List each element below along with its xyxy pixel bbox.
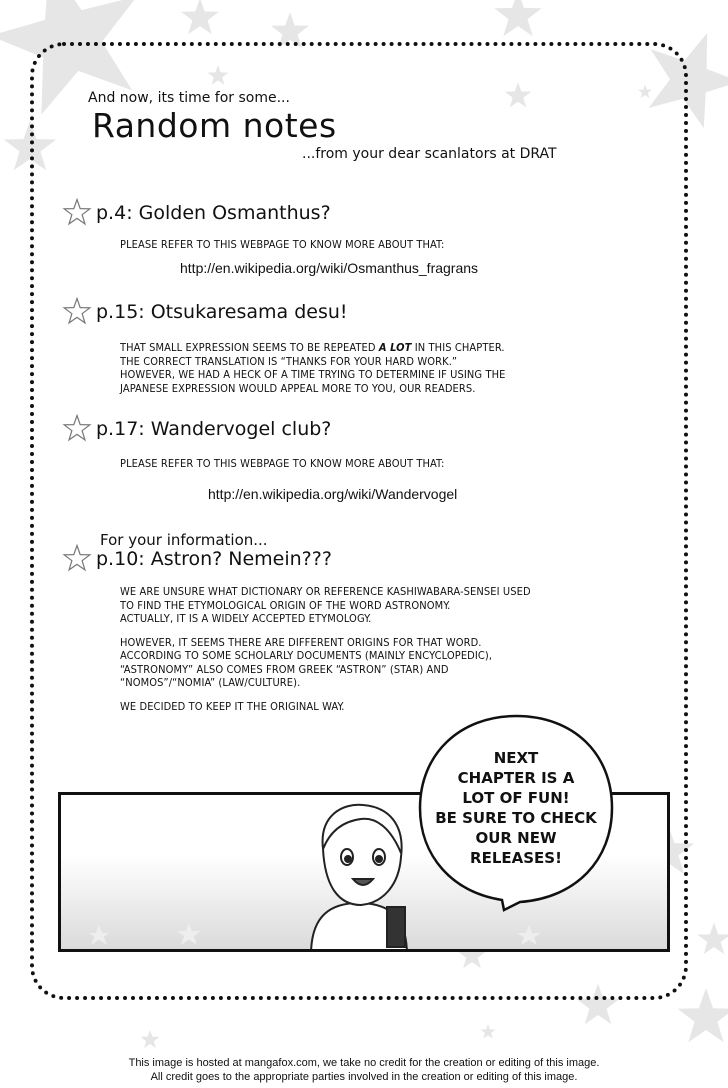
star-icon (181, 0, 219, 34)
note-line: WE ARE UNSURE WHAT DICTIONARY OR REFERENCE KASHIWABARA-SENSEI USED (120, 585, 531, 598)
star-bullet-icon (60, 414, 94, 444)
note-body (120, 457, 620, 471)
note-line: WE DECIDED TO KEEP IT THE ORIGINAL WAY. (120, 699, 345, 713)
note-label: p.17: Wandervogel club? (96, 418, 332, 440)
note-line: ACCORDING TO SOME SCHOLARLY DOCUMENTS (MAINLY ENCYCLOPEDIC), (120, 649, 493, 662)
byline-text: ...from your dear scanlators at DRAT (302, 146, 557, 162)
note-line: “NOMOS”/“NOMIA” (LAW/CULTURE). (120, 676, 301, 689)
note-line: PLEASE REFER TO THIS WEBPAGE TO KNOW MORE ABOUT THAT: (120, 457, 445, 470)
note-line: “ASTRONOMY” ALSO COMES FROM GREEK “ASTRON” (STAR) AND (120, 662, 449, 676)
note-text: IN THIS CHAPTER. (411, 341, 505, 354)
note-label: p.15: Otsukaresama desu! (96, 301, 348, 323)
note-line: JAPANESE EXPRESSION WOULD APPEAL MORE TO YOU, OUR READERS. (120, 381, 476, 395)
star-icon (140, 1030, 159, 1048)
note-line: THE CORRECT TRANSLATION IS “THANKS FOR YOUR HARD WORK.” (120, 354, 458, 368)
note-body (120, 341, 620, 395)
star-icon (480, 1024, 495, 1038)
footer-line: This image is hosted at mangafox.com, we take no credit for the creation or editing of this image. (128, 1057, 600, 1069)
star-icon (494, 0, 542, 36)
note-body (120, 585, 620, 713)
note-body (120, 238, 620, 252)
note-heading (60, 414, 331, 444)
note-line: HOWEVER, WE HAD A HECK OF A TIME TRYING TO DETERMINE IF USING THE (120, 368, 506, 381)
note-heading (60, 544, 332, 574)
star-icon (697, 923, 728, 955)
bubble-line: CHAPTER IS A (457, 769, 575, 787)
footer-line: All credit goes to the appropriate parties involved in the creation or editing of this image. (150, 1071, 578, 1083)
emphasis-text: A LOT (378, 341, 412, 354)
page-title: Random notes (92, 106, 337, 145)
note-line: ACTUALLY, IT IS A WIDELY ACCEPTED ETYMOLOGY. (120, 612, 372, 625)
star-bullet-icon (60, 198, 94, 228)
webpage-link[interactable]: http://en.wikipedia.org/wiki/Osmanthus_fragrans (180, 260, 479, 276)
note-line (120, 341, 620, 355)
bubble-line: LOT OF FUN! (462, 789, 570, 807)
bubble-line: BE SURE TO CHECK (435, 809, 597, 827)
note-line: HOWEVER, IT SEEMS THERE ARE DIFFERENT ORIGINS FOR THAT WORD. (120, 635, 482, 649)
note-label: p.4: Golden Osmanthus? (96, 202, 331, 224)
bubble-line: RELEASES! (470, 849, 562, 867)
star-icon (677, 988, 728, 1042)
star-bullet-icon (60, 544, 94, 574)
bubble-line: NEXT (493, 749, 539, 767)
speech-bubble-text (430, 748, 602, 868)
note-label: p.10: Astron? Nemein??? (96, 548, 332, 570)
note-line: TO FIND THE ETYMOLOGICAL ORIGIN OF THE WORD ASTRONOMY. (120, 598, 451, 612)
note-line: PLEASE REFER TO THIS WEBPAGE TO KNOW MORE ABOUT THAT: (120, 238, 445, 251)
note-heading (60, 198, 331, 228)
note-text: THAT SMALL EXPRESSION SEEMS TO BE REPEATED (120, 341, 379, 354)
intro-text: And now, its time for some... (88, 90, 290, 106)
fyi-text: For your information... (100, 531, 268, 549)
star-bullet-icon (60, 297, 94, 327)
note-heading (60, 297, 348, 327)
webpage-link[interactable]: http://en.wikipedia.org/wiki/Wandervogel (208, 486, 458, 502)
bubble-line: OUR NEW (475, 829, 557, 847)
